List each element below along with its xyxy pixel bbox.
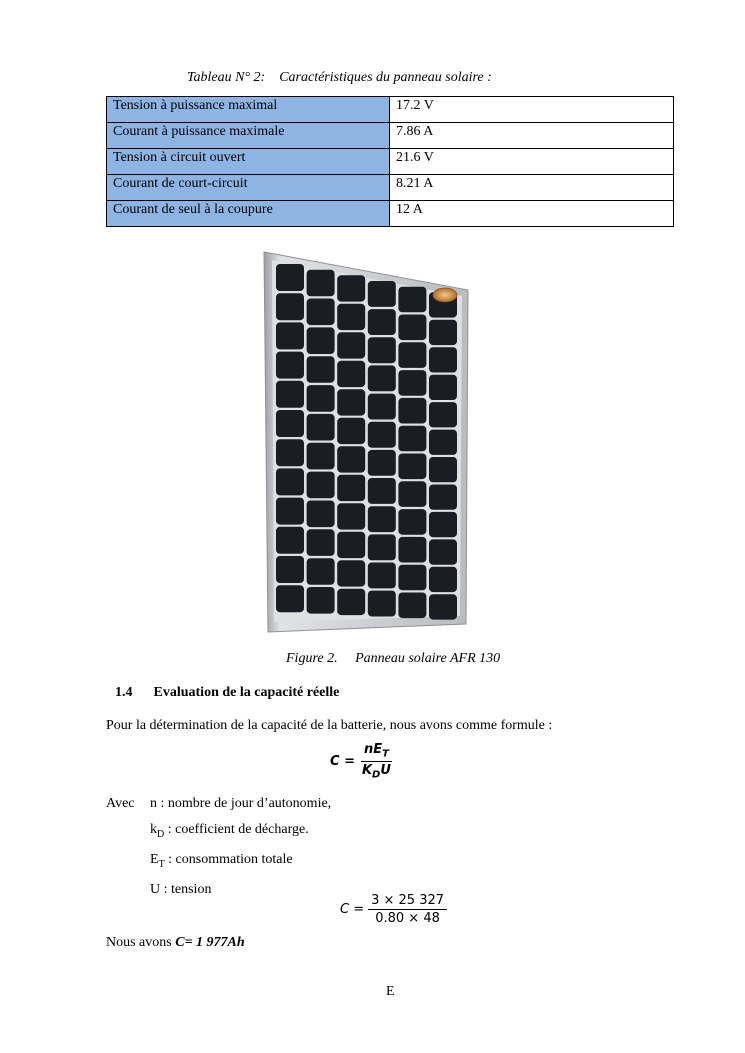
solar-cell bbox=[337, 361, 365, 387]
table-cell-value: 7.86 A bbox=[390, 123, 674, 149]
solar-cell bbox=[398, 565, 426, 591]
solar-cell bbox=[429, 320, 457, 345]
table-cell-label: Courant de court-circuit bbox=[107, 175, 390, 201]
solar-cell bbox=[398, 509, 426, 535]
formula-numerator: $nE_T$ bbox=[361, 742, 392, 762]
solar-cell bbox=[276, 352, 304, 379]
solar-cell bbox=[429, 375, 457, 400]
figure-text: Panneau solaire AFR 130 bbox=[355, 651, 501, 666]
solar-cell bbox=[276, 585, 304, 612]
solar-cell bbox=[368, 422, 396, 448]
solar-cell bbox=[337, 275, 365, 301]
solar-cell bbox=[276, 468, 304, 495]
solar-cell bbox=[276, 264, 304, 291]
solar-cell bbox=[337, 475, 365, 501]
solar-cell bbox=[276, 381, 304, 408]
solar-cell bbox=[398, 481, 426, 507]
solar-cell bbox=[398, 315, 426, 341]
solar-cell bbox=[307, 270, 335, 297]
table-caption bbox=[187, 70, 492, 86]
solar-cell bbox=[368, 506, 396, 532]
solar-cell bbox=[276, 498, 304, 525]
formula-fraction bbox=[359, 742, 394, 780]
capacity-formula bbox=[330, 742, 394, 780]
result-prefix: Nous avons bbox=[106, 935, 176, 950]
definition-u: U : tension bbox=[150, 882, 212, 898]
table-cell-label: Tension à puissance maximal bbox=[107, 97, 390, 123]
solar-cell bbox=[337, 560, 365, 586]
intro-paragraph: Pour la détermination de la capacité de la batterie, nous avons comme formule : bbox=[106, 718, 553, 733]
solar-cell bbox=[368, 591, 396, 617]
solar-cell bbox=[429, 594, 457, 619]
solar-cell bbox=[276, 293, 304, 320]
table-cell-value: 21.6 V bbox=[390, 149, 674, 175]
solar-cell bbox=[429, 457, 457, 482]
solar-cell bbox=[307, 472, 335, 499]
solar-cell bbox=[368, 309, 396, 335]
result-line bbox=[106, 935, 245, 951]
solar-cell bbox=[429, 430, 457, 455]
solar-cell bbox=[307, 587, 335, 614]
solar-cell bbox=[307, 299, 335, 326]
table-cell-value: 12 A bbox=[390, 201, 674, 227]
solar-panel-image bbox=[262, 250, 474, 636]
table-row bbox=[107, 149, 674, 175]
solar-cell bbox=[307, 414, 335, 441]
table-cell-label: Courant à puissance maximale bbox=[107, 123, 390, 149]
table-cell-label: Courant de seul à la coupure bbox=[107, 201, 390, 227]
formula-lhs: C = bbox=[330, 753, 355, 769]
definition-et: $E_T$ : consommation totale bbox=[150, 851, 293, 870]
solar-cell bbox=[368, 450, 396, 476]
table-row bbox=[107, 123, 674, 149]
solar-cell bbox=[307, 558, 335, 585]
solar-cell bbox=[337, 589, 365, 615]
solar-cell bbox=[307, 501, 335, 528]
solar-cell bbox=[276, 439, 304, 466]
definition-kd: $k_D$ : coefficient de décharge. bbox=[150, 821, 309, 840]
table-row bbox=[107, 201, 674, 227]
formula-denominator: $K_DU$ bbox=[361, 762, 391, 781]
solar-cell bbox=[368, 365, 396, 391]
solar-cell bbox=[368, 281, 396, 307]
solar-cell bbox=[398, 398, 426, 424]
section-title: Evaluation de la capacité réelle bbox=[153, 685, 340, 700]
brand-badge-icon bbox=[433, 288, 457, 302]
solar-cell bbox=[337, 332, 365, 358]
solar-cell bbox=[337, 304, 365, 330]
page-number: E bbox=[386, 984, 395, 999]
definitions bbox=[106, 791, 331, 903]
calculation-numerator: 3 × 25 327 bbox=[368, 893, 447, 910]
solar-cell bbox=[307, 385, 335, 412]
figure-caption bbox=[286, 651, 500, 667]
solar-cell bbox=[276, 410, 304, 437]
solar-cell bbox=[429, 512, 457, 537]
solar-cell bbox=[429, 539, 457, 564]
capacity-calculation bbox=[340, 893, 447, 926]
definition-n: Avec n : nombre de jour d’autonomie, bbox=[106, 796, 332, 811]
solar-cell bbox=[398, 454, 426, 480]
solar-cell bbox=[398, 593, 426, 619]
solar-cell bbox=[276, 556, 304, 583]
solar-cell bbox=[276, 322, 304, 349]
solar-cell bbox=[368, 337, 396, 363]
table-caption-text: Caractéristiques du panneau solaire : bbox=[279, 70, 492, 85]
table-cell-label: Tension à circuit ouvert bbox=[107, 149, 390, 175]
solar-cell bbox=[337, 532, 365, 558]
solar-cell bbox=[398, 537, 426, 563]
section-number: 1.4 bbox=[115, 685, 133, 700]
table-row bbox=[107, 97, 674, 123]
solar-cell bbox=[276, 527, 304, 554]
solar-cell bbox=[307, 443, 335, 470]
table-row bbox=[107, 175, 674, 201]
solar-cell bbox=[337, 446, 365, 472]
solar-cell bbox=[337, 418, 365, 444]
table-cell-value: 17.2 V bbox=[390, 97, 674, 123]
solar-cell bbox=[307, 327, 335, 354]
result-value: C= 1 977Ah bbox=[175, 935, 245, 950]
solar-cell bbox=[337, 389, 365, 415]
solar-cell bbox=[398, 287, 426, 313]
calculation-lhs: C = bbox=[340, 902, 365, 917]
solar-cell bbox=[368, 478, 396, 504]
calculation-denominator: 0.80 × 48 bbox=[375, 911, 440, 926]
figure-label: Figure 2. bbox=[286, 651, 338, 666]
solar-cell bbox=[429, 402, 457, 427]
solar-cell bbox=[307, 356, 335, 383]
solar-cell bbox=[398, 370, 426, 396]
solar-cell bbox=[429, 485, 457, 510]
solar-cell bbox=[429, 347, 457, 372]
solar-cell bbox=[368, 394, 396, 420]
characteristics-table bbox=[106, 96, 674, 227]
section-heading bbox=[115, 685, 339, 701]
solar-cell bbox=[337, 503, 365, 529]
solar-cell bbox=[429, 567, 457, 592]
solar-cell bbox=[368, 534, 396, 560]
table-caption-label: Tableau N° 2: bbox=[187, 70, 266, 85]
table-cell-value: 8.21 A bbox=[390, 175, 674, 201]
solar-cell bbox=[307, 529, 335, 556]
solar-cell bbox=[398, 342, 426, 368]
solar-cell bbox=[368, 563, 396, 589]
calculation-fraction bbox=[368, 893, 447, 926]
solar-cell bbox=[398, 426, 426, 452]
